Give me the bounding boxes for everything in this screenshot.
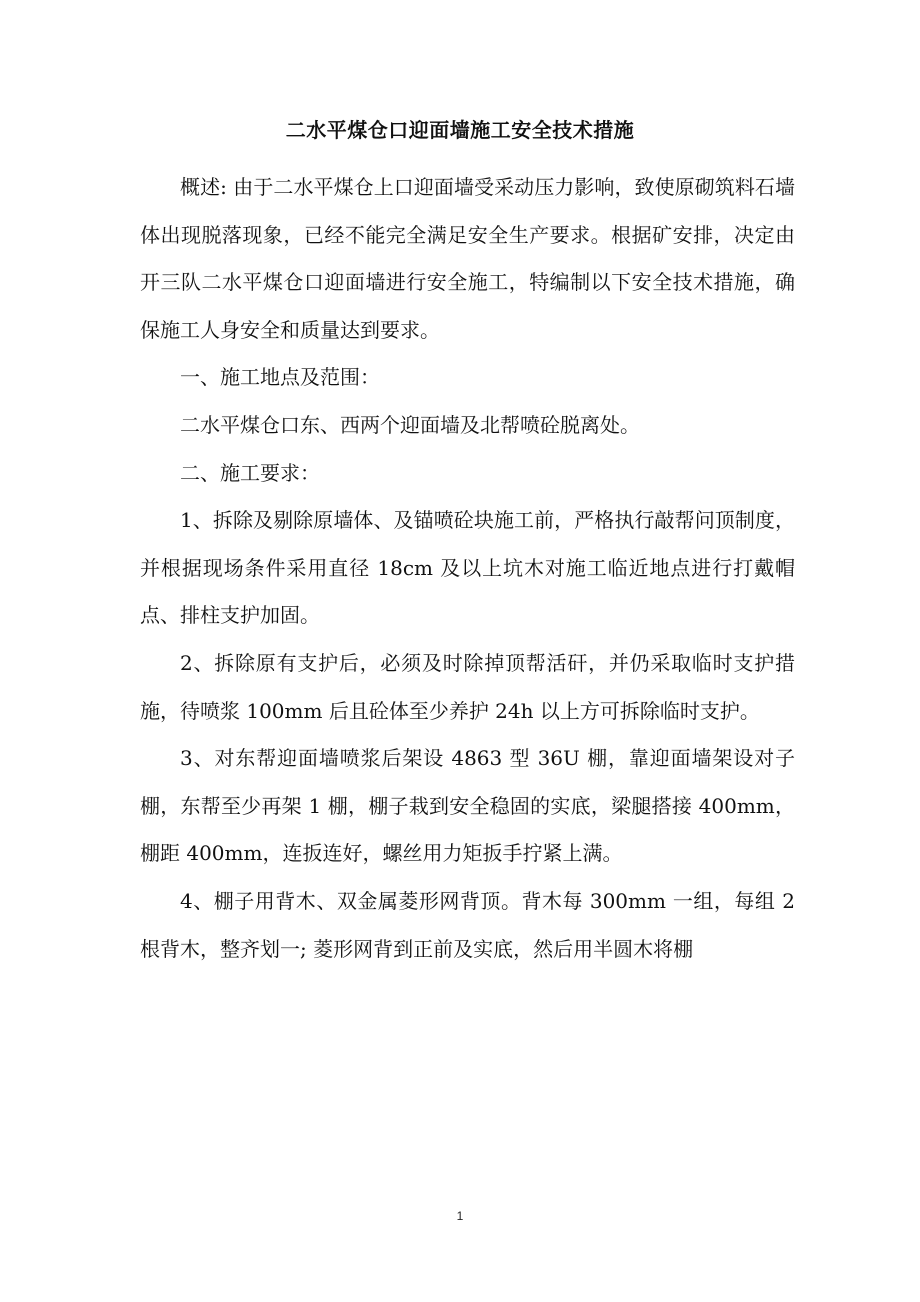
section-heading-requirements: 二、施工要求： bbox=[180, 460, 320, 485]
paragraph-overview: 概述: 由于二水平煤仓上口迎面墙受采动压力影响，致使原砌筑料石墙体出现脱落现象，已经不能完全满足安全生产要求。根据矿安排，决定由开三队二水平煤仓口迎面墙进行安全施工，特编制以下安全技术措施，确保施工人身安全和质量达到要求。 bbox=[140, 175, 795, 342]
document-body bbox=[140, 164, 795, 973]
page-number: 1 bbox=[456, 1209, 464, 1223]
paragraph-location: 二水平煤仓口东、西两个迎面墙及北帮喷砼脱离处。 bbox=[180, 412, 640, 437]
document-title: 二水平煤仓口迎面墙施工安全技术措施 bbox=[285, 118, 635, 142]
paragraph-requirement-2: 2、拆除原有支护后，必须及时除掉顶帮活矸，并仍采取临时支护措施，待喷浆 100mm 后且砼体至少养护 24h 以上方可拆除临时支护。 bbox=[140, 650, 795, 723]
paragraph-requirement-4: 4、棚子用背木、双金属菱形网背顶。背木每 300mm 一组，每组 2 根背木，整齐划一; 菱形网背到正前及实底，然后用半圆木将棚 bbox=[140, 888, 795, 961]
paragraph-requirement-3: 3、对东帮迎面墙喷浆后架设 4863 型 36U 棚，靠迎面墙架设对子棚，东帮至少再架 1 棚，棚子栽到安全稳固的实底，梁腿搭接 400mm，棚距 400mm，连扳连好，螺丝用力矩扳手拧紧上满。 bbox=[140, 746, 795, 866]
paragraph-requirement-1: 1、拆除及剔除原墙体、及锚喷砼块施工前，严格执行敲帮问顶制度，并根据现场条件采用直径 18cm 及以上坑木对施工临近地点进行打戴帽点、排柱支护加固。 bbox=[140, 508, 795, 628]
section-heading-location: 一、施工地点及范围： bbox=[180, 365, 380, 390]
